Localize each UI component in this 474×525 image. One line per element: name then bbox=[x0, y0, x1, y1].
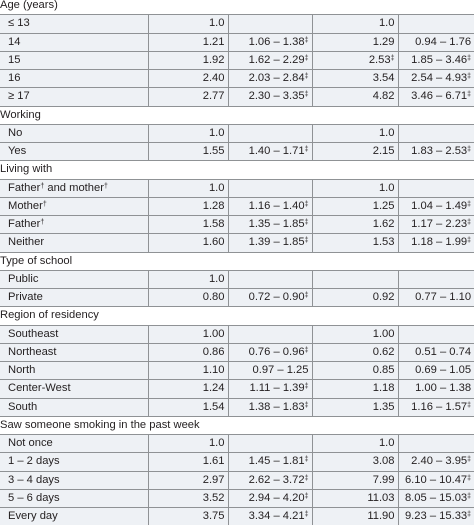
ci-2-cell: 9.23 – 15.33‡ bbox=[398, 508, 474, 525]
ci-2-cell bbox=[398, 179, 474, 197]
odds-ratio-1-cell: 1.0 bbox=[148, 15, 228, 33]
table-row bbox=[0, 51, 474, 69]
ci-1-cell: 2.62 – 3.72‡ bbox=[228, 471, 312, 489]
section-header-row bbox=[0, 106, 474, 124]
ci-2-cell: 1.83 – 2.53‡ bbox=[398, 143, 474, 161]
section-header-row bbox=[0, 416, 474, 434]
odds-ratio-2-cell: 1.0 bbox=[312, 435, 398, 453]
ci-1-cell: 1.45 – 1.81‡ bbox=[228, 453, 312, 471]
ci-1-cell: 2.30 – 3.35‡ bbox=[228, 88, 312, 106]
ci-2-cell: 1.16 – 1.57‡ bbox=[398, 398, 474, 416]
ci-2-cell: 2.40 – 3.95‡ bbox=[398, 453, 474, 471]
table-row bbox=[0, 380, 474, 398]
ci-2-cell: 6.10 – 10.47‡ bbox=[398, 471, 474, 489]
odds-ratio-1-cell: 1.00 bbox=[148, 325, 228, 343]
row-label: Public bbox=[0, 270, 148, 288]
row-label: South bbox=[0, 398, 148, 416]
odds-ratio-1-cell: 1.60 bbox=[148, 234, 228, 252]
ci-2-cell: 0.77 – 1.10 bbox=[398, 289, 474, 307]
table-row bbox=[0, 453, 474, 471]
table-row bbox=[0, 489, 474, 507]
table-row bbox=[0, 343, 474, 361]
section-header-row bbox=[0, 252, 474, 270]
row-label: No bbox=[0, 124, 148, 142]
odds-ratio-1-cell: 1.28 bbox=[148, 197, 228, 215]
odds-ratio-2-cell: 1.0 bbox=[312, 179, 398, 197]
row-label: 1 – 2 days bbox=[0, 453, 148, 471]
row-label: 3 – 4 days bbox=[0, 471, 148, 489]
ci-1-cell bbox=[228, 325, 312, 343]
ci-2-cell: 8.05 – 15.03‡ bbox=[398, 489, 474, 507]
ci-1-cell bbox=[228, 435, 312, 453]
odds-ratio-1-cell: 1.0 bbox=[148, 270, 228, 288]
ci-2-cell: 0.69 – 1.05 bbox=[398, 362, 474, 380]
ci-1-cell: 2.03 – 2.84‡ bbox=[228, 70, 312, 88]
row-label: Yes bbox=[0, 143, 148, 161]
row-label: Father† bbox=[0, 216, 148, 234]
ci-2-cell bbox=[398, 435, 474, 453]
ci-2-cell: 1.85 – 3.46‡ bbox=[398, 51, 474, 69]
ci-2-cell: 1.17 – 2.23‡ bbox=[398, 216, 474, 234]
ci-1-cell: 0.97 – 1.25 bbox=[228, 362, 312, 380]
section-title: Working bbox=[0, 106, 474, 124]
ci-1-cell bbox=[228, 124, 312, 142]
ci-2-cell: 3.46 – 6.71‡ bbox=[398, 88, 474, 106]
odds-ratio-1-cell: 2.77 bbox=[148, 88, 228, 106]
row-label: Northeast bbox=[0, 343, 148, 361]
odds-ratio-2-cell: 4.82 bbox=[312, 88, 398, 106]
ci-2-cell bbox=[398, 325, 474, 343]
table-row bbox=[0, 216, 474, 234]
odds-ratio-1-cell: 1.0 bbox=[148, 124, 228, 142]
odds-ratio-1-cell: 2.40 bbox=[148, 70, 228, 88]
ci-2-cell bbox=[398, 124, 474, 142]
section-title: Age (years) bbox=[0, 0, 474, 15]
row-label: Every day bbox=[0, 508, 148, 525]
table-row bbox=[0, 143, 474, 161]
ci-1-cell: 1.40 – 1.71‡ bbox=[228, 143, 312, 161]
row-label: ≤ 13 bbox=[0, 15, 148, 33]
table-row bbox=[0, 270, 474, 288]
odds-ratio-1-cell: 3.75 bbox=[148, 508, 228, 525]
table-row bbox=[0, 15, 474, 33]
row-label: 5 – 6 days bbox=[0, 489, 148, 507]
odds-ratio-1-cell: 1.0 bbox=[148, 179, 228, 197]
odds-ratio-2-cell: 1.25 bbox=[312, 197, 398, 215]
table-row bbox=[0, 398, 474, 416]
odds-ratio-1-cell: 0.80 bbox=[148, 289, 228, 307]
ci-1-cell: 1.16 – 1.40‡ bbox=[228, 197, 312, 215]
section-header-row bbox=[0, 307, 474, 325]
odds-ratio-2-cell: 11.03 bbox=[312, 489, 398, 507]
odds-ratio-1-cell: 1.21 bbox=[148, 33, 228, 51]
odds-ratio-2-cell: 1.18 bbox=[312, 380, 398, 398]
ci-2-cell bbox=[398, 270, 474, 288]
odds-ratio-1-cell: 1.61 bbox=[148, 453, 228, 471]
odds-ratio-2-cell: 1.35 bbox=[312, 398, 398, 416]
odds-ratio-2-cell: 1.0 bbox=[312, 15, 398, 33]
odds-ratio-2-cell: 0.62 bbox=[312, 343, 398, 361]
row-label: Southeast bbox=[0, 325, 148, 343]
section-title: Type of school bbox=[0, 252, 474, 270]
odds-ratio-2-cell: 11.90 bbox=[312, 508, 398, 525]
ci-2-cell: 2.54 – 4.93‡ bbox=[398, 70, 474, 88]
odds-ratio-1-cell: 1.58 bbox=[148, 216, 228, 234]
table-row bbox=[0, 362, 474, 380]
row-label: Neither bbox=[0, 234, 148, 252]
odds-ratio-2-cell: 3.08 bbox=[312, 453, 398, 471]
odds-ratio-2-cell: 1.0 bbox=[312, 124, 398, 142]
row-label: Father† and mother† bbox=[0, 179, 148, 197]
ci-1-cell: 2.94 – 4.20‡ bbox=[228, 489, 312, 507]
table-row bbox=[0, 124, 474, 142]
row-label: Not once bbox=[0, 435, 148, 453]
table-row bbox=[0, 325, 474, 343]
row-label: 15 bbox=[0, 51, 148, 69]
table-row bbox=[0, 234, 474, 252]
section-title: Saw someone smoking in the past week bbox=[0, 416, 474, 434]
section-header-row bbox=[0, 0, 474, 15]
table-row bbox=[0, 289, 474, 307]
row-label: Private bbox=[0, 289, 148, 307]
odds-ratio-2-cell: 1.00 bbox=[312, 325, 398, 343]
ci-1-cell: 1.11 – 1.39‡ bbox=[228, 380, 312, 398]
odds-ratio-1-cell: 1.10 bbox=[148, 362, 228, 380]
table-row bbox=[0, 33, 474, 51]
odds-ratio-1-cell: 1.24 bbox=[148, 380, 228, 398]
odds-ratio-2-cell: 1.62 bbox=[312, 216, 398, 234]
row-label: 16 bbox=[0, 70, 148, 88]
ci-2-cell: 1.04 – 1.49‡ bbox=[398, 197, 474, 215]
table-row bbox=[0, 197, 474, 215]
row-label: Center-West bbox=[0, 380, 148, 398]
ci-2-cell bbox=[398, 15, 474, 33]
table-row bbox=[0, 70, 474, 88]
section-title: Region of residency bbox=[0, 307, 474, 325]
ci-1-cell bbox=[228, 15, 312, 33]
table-row bbox=[0, 435, 474, 453]
section-title: Living with bbox=[0, 161, 474, 179]
odds-ratio-2-cell: 2.15 bbox=[312, 143, 398, 161]
odds-ratio-2-cell: 7.99 bbox=[312, 471, 398, 489]
row-label: Mother† bbox=[0, 197, 148, 215]
odds-ratio-1-cell: 1.0 bbox=[148, 435, 228, 453]
ci-1-cell: 0.72 – 0.90‡ bbox=[228, 289, 312, 307]
ci-2-cell: 0.51 – 0.74 bbox=[398, 343, 474, 361]
odds-ratio-2-cell: 0.85 bbox=[312, 362, 398, 380]
odds-ratio-1-cell: 3.52 bbox=[148, 489, 228, 507]
table-row bbox=[0, 88, 474, 106]
ci-1-cell bbox=[228, 179, 312, 197]
table-row bbox=[0, 179, 474, 197]
odds-ratio-2-cell: 3.54 bbox=[312, 70, 398, 88]
odds-ratio-1-cell: 1.92 bbox=[148, 51, 228, 69]
ci-1-cell: 0.76 – 0.96‡ bbox=[228, 343, 312, 361]
ci-1-cell: 1.38 – 1.83‡ bbox=[228, 398, 312, 416]
ci-1-cell: 1.39 – 1.85‡ bbox=[228, 234, 312, 252]
odds-ratio-2-cell bbox=[312, 270, 398, 288]
odds-ratio-2-cell: 1.29 bbox=[312, 33, 398, 51]
section-header-row bbox=[0, 161, 474, 179]
odds-ratio-2-cell: 1.53 bbox=[312, 234, 398, 252]
table-row bbox=[0, 508, 474, 525]
ci-1-cell: 3.34 – 4.21‡ bbox=[228, 508, 312, 525]
odds-ratio-1-cell: 0.86 bbox=[148, 343, 228, 361]
ci-1-cell bbox=[228, 270, 312, 288]
row-label: ≥ 17 bbox=[0, 88, 148, 106]
odds-ratio-1-cell: 1.55 bbox=[148, 143, 228, 161]
row-label: North bbox=[0, 362, 148, 380]
ci-2-cell: 1.18 – 1.99‡ bbox=[398, 234, 474, 252]
odds-ratio-1-cell: 2.97 bbox=[148, 471, 228, 489]
ci-2-cell: 0.94 – 1.76 bbox=[398, 33, 474, 51]
ci-1-cell: 1.35 – 1.85‡ bbox=[228, 216, 312, 234]
ci-1-cell: 1.62 – 2.29‡ bbox=[228, 51, 312, 69]
odds-ratio-1-cell: 1.54 bbox=[148, 398, 228, 416]
ci-1-cell: 1.06 – 1.38‡ bbox=[228, 33, 312, 51]
odds-ratio-2-cell: 2.53‡ bbox=[312, 51, 398, 69]
odds-ratio-2-cell: 0.92 bbox=[312, 289, 398, 307]
ci-2-cell: 1.00 – 1.38 bbox=[398, 380, 474, 398]
row-label: 14 bbox=[0, 33, 148, 51]
